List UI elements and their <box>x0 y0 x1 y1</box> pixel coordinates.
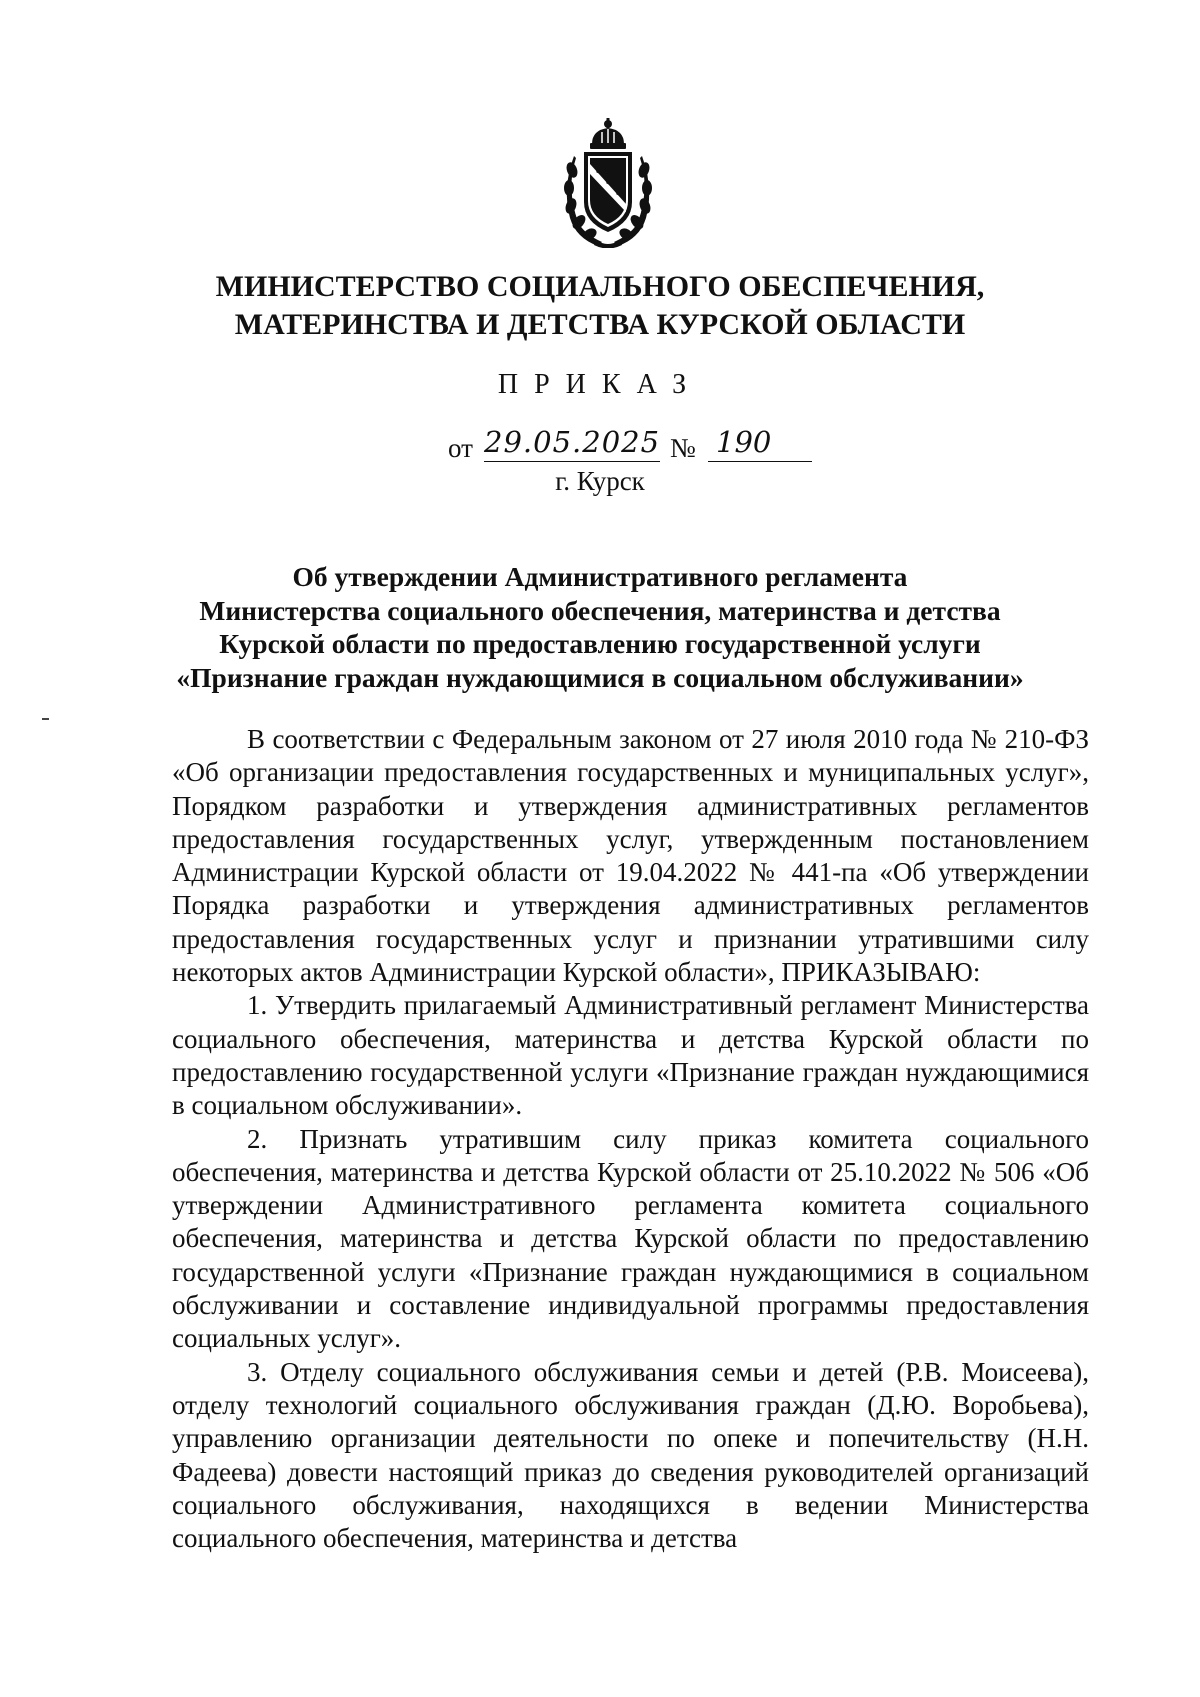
handwritten-date: 29.05.2025 <box>484 425 660 462</box>
order-date-number-line <box>448 425 868 465</box>
ministry-name-line-1: МИНИСТЕРСТВО СОЦИАЛЬНОГО ОБЕСПЕЧЕНИЯ, <box>215 270 985 303</box>
ministry-name-line-2: МАТЕРИНСТВА И ДЕТСТВА КУРСКОЙ ОБЛАСТИ <box>234 308 966 341</box>
city-of-issue: г. Курск <box>555 466 645 496</box>
subject-line-1: Об утверждении Административного регламента <box>292 561 908 592</box>
order-item-2: 2. Признать утратившим силу приказ комитета социального обеспечения, материнства и детства Курской области от 25.10.2022 № 506 «Об утверждении Административного регламента комитета социального обеспечения, материнства и детства Курской области по предоставлению государственной услуги «Признание граждан нуждающимися в социальном обслуживании и составление индивидуальной программы предоставления социальных услуг». <box>172 1123 1089 1354</box>
subject-line-3: Курской области по предоставлению государственной услуги <box>219 628 981 659</box>
number-prefix: № <box>670 433 696 463</box>
order-subject-title <box>150 560 1050 694</box>
scan-speck <box>42 718 49 720</box>
order-item-3: 3. Отделу социального обслуживания семьи и детей (Р.В. Моисеева), отделу технологий социального обслуживания граждан (Д.Ю. Воробьева), управлению организации деятельности по опеке и попечительству (Н.Н. Фадеева) довести настоящий приказ до сведения руководителей организаций социального обслуживания, находящихся в ведении Министерства социального обеспечения, материнства и детства <box>172 1356 1089 1554</box>
subject-line-2: Министерства социального обеспечения, материнства и детства <box>199 594 1001 626</box>
order-item-1: 1. Утвердить прилагаемый Административный регламент Министерства социального обеспечения, материнства и детства Курской области по предоставлению государственной услуги «Признание граждан нуждающимися в социальном обслуживании». <box>172 990 1089 1121</box>
subject-line-4: «Признание граждан нуждающимися в социальном обслуживании» <box>176 661 1024 693</box>
order-title: ПРИКАЗ <box>497 369 703 400</box>
order-body <box>172 723 1089 1555</box>
preamble-paragraph: В соответствии с Федеральным законом от 27 июля 2010 года № 210-ФЗ «Об организации предоставления государственных и муниципальных услуг», Порядком разработки и утверждения административных регламентов предоставления государственных услуг, утвержденным постановлением Администрации Курской области от 19.04.2022 № 441-па «Об утверждении Порядка разработки и утверждения административных регламентов предоставления государственных услуг и признании утратившими силу некоторых актов Администрации Курской области», ПРИКАЗЫВАЮ: <box>172 724 1089 988</box>
kursk-coat-of-arms-emblem <box>562 118 654 248</box>
date-prefix: от <box>448 433 473 463</box>
handwritten-order-number: 190 <box>708 425 812 462</box>
ministry-name <box>150 268 1050 344</box>
